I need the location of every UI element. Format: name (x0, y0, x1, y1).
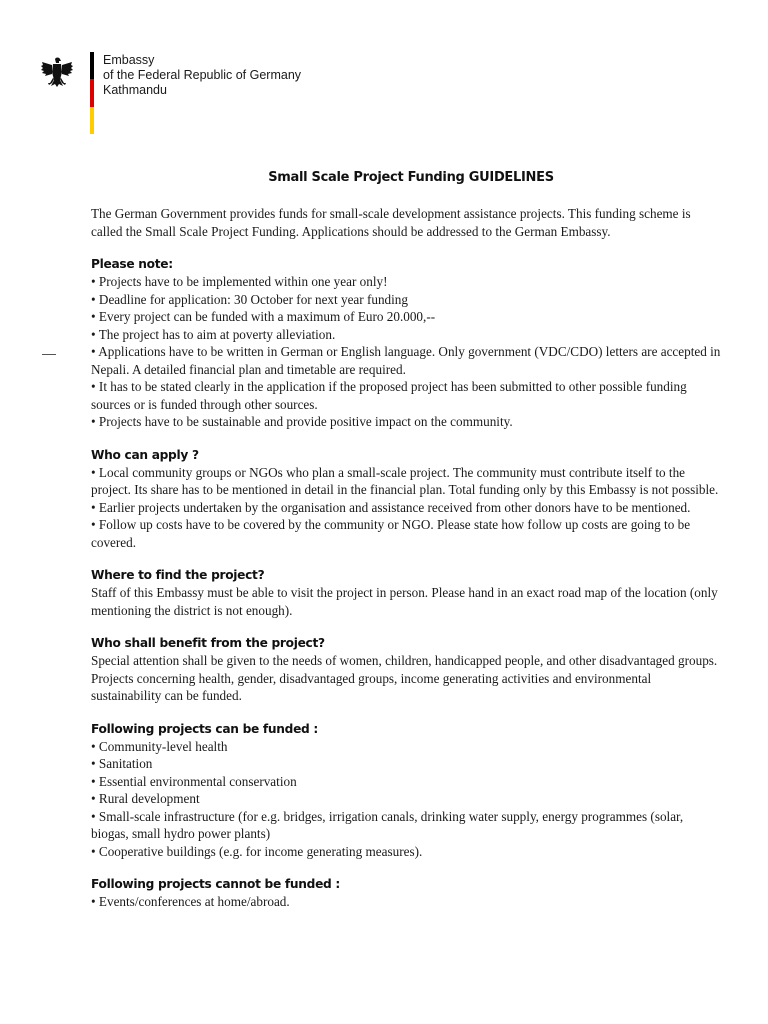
flag-stripe-gold (90, 107, 94, 134)
bullet-mark: • (91, 808, 96, 824)
list-item-text: Community-level health (98, 738, 228, 754)
list-item (91, 843, 721, 861)
bullet-list (91, 273, 721, 431)
list-item-text: Projects have to be implemented within one year only! (98, 274, 388, 289)
list-item (91, 326, 721, 344)
list-item-text: Follow up costs have to be covered by the community or NGO. Please state how follow up costs are going to be covered. (91, 517, 691, 550)
bullet-mark: • (91, 517, 96, 532)
list-item (91, 378, 721, 413)
list-item-text: It has to be stated clearly in the application if the proposed project has been submitted to other possible funding sources or is funded through other sources. (91, 379, 687, 412)
list-item (91, 738, 721, 756)
list-item (91, 273, 721, 291)
bullet-mark: • (91, 894, 96, 909)
bullet-mark: • (91, 464, 96, 480)
list-item (91, 413, 721, 431)
section-heading: Where to find the project? (91, 568, 265, 582)
list-item (91, 499, 721, 517)
section-who-benefits (91, 635, 721, 705)
intro-paragraph: The German Government provides funds for small-scale development assistance projects. This funding scheme is called the Small Scale Project Funding. Applications should be addressed to the German Embassy. (91, 206, 691, 239)
embassy-line: Embassy (103, 53, 155, 67)
document-title: Small Scale Project Funding GUIDELINES (268, 170, 554, 185)
section-cannot-be-funded (91, 876, 721, 911)
bullet-mark: • (91, 309, 96, 324)
embassy-name (103, 53, 301, 98)
list-item (91, 773, 721, 791)
list-item (91, 308, 721, 326)
bullet-list (91, 893, 721, 911)
section-paragraph: Special attention shall be given to the needs of women, children, handicapped people, and other disadvantaged groups. Projects concerning health, gender, disadvantaged groups, income generating activities and environmental sustainability can be funded. (91, 653, 718, 703)
section-heading: Who can apply ? (91, 447, 199, 462)
section-paragraph: Staff of this Embassy must be able to visit the project in person. Please hand in an exact road map of the location (only mentioning the district is not enough). (91, 585, 718, 618)
list-item-text: Cooperative buildings (e.g. for income generating measures). (98, 843, 423, 859)
list-item-text: Applications have to be written in German or English language. Only government (VDC/CDO) letters are accepted in Nepali. A detailed financial plan and timetable are required. (91, 344, 721, 377)
bullet-mark: • (91, 843, 96, 859)
list-item-text: Essential environmental conservation (98, 773, 297, 789)
flag-color-bar (90, 52, 94, 134)
list-item-text: Projects have to be sustainable and provide positive impact on the community. (98, 414, 513, 429)
list-item-text: Rural development (98, 791, 200, 806)
section-heading: Who shall benefit from the project? (91, 636, 325, 650)
section-can-be-funded (91, 721, 721, 861)
document-body (91, 170, 721, 911)
bullet-mark: • (91, 756, 96, 771)
list-item (91, 808, 721, 843)
list-item (91, 893, 721, 911)
bullet-mark: • (91, 414, 96, 429)
bullet-mark: • (91, 274, 96, 289)
flag-stripe-black (90, 52, 94, 79)
letterhead (40, 52, 301, 136)
bullet-mark: • (91, 379, 96, 394)
flag-stripe-red (90, 79, 94, 106)
section-heading: Following projects can be funded : (91, 721, 318, 736)
list-item (91, 790, 721, 808)
embassy-line: Kathmandu (103, 83, 167, 97)
embassy-line: of the Federal Republic of Germany (103, 68, 302, 82)
list-item (91, 343, 721, 378)
bullet-mark: • (91, 291, 96, 307)
list-item-text: Sanitation (98, 756, 153, 771)
bullet-mark: • (91, 738, 96, 754)
list-item-text: Earlier projects undertaken by the organisation and assistance received from other donors have to be mentioned. (98, 499, 691, 515)
bullet-mark: • (91, 499, 96, 515)
section-heading: Please note: (91, 257, 173, 271)
list-item-text: Every project can be funded with a maximum of Euro 20.000,-- (98, 309, 436, 324)
bullet-list (91, 738, 721, 861)
list-item (91, 464, 721, 499)
federal-eagle-icon (40, 56, 74, 94)
section-heading: Following projects cannot be funded : (91, 877, 340, 891)
list-item (91, 755, 721, 773)
bullet-mark: • (91, 344, 96, 359)
section-please-note (91, 256, 721, 431)
list-item (91, 516, 721, 551)
list-item (91, 291, 721, 309)
section-where-to-find (91, 567, 721, 619)
bullet-mark: • (91, 326, 96, 342)
bullet-mark: • (91, 773, 96, 789)
bullet-list (91, 464, 721, 552)
list-item-text: Events/conferences at home/abroad. (98, 894, 290, 909)
margin-mark (42, 354, 56, 355)
list-item-text: Small-scale infrastructure (for e.g. bridges, irrigation canals, drinking water supply, energy programmes (solar, biogas, small hydro power plants) (91, 808, 684, 841)
bullet-mark: • (91, 791, 96, 806)
list-item-text: The project has to aim at poverty alleviation. (98, 326, 336, 342)
list-item-text: Deadline for application: 30 October for next year funding (98, 291, 408, 307)
list-item-text: Local community groups or NGOs who plan a small-scale project. The community must contribute itself to the project. Its share has to be mentioned in detail in the financial plan. Total funding only by this Embassy is not possible. (91, 464, 719, 497)
section-who-can-apply (91, 447, 721, 552)
